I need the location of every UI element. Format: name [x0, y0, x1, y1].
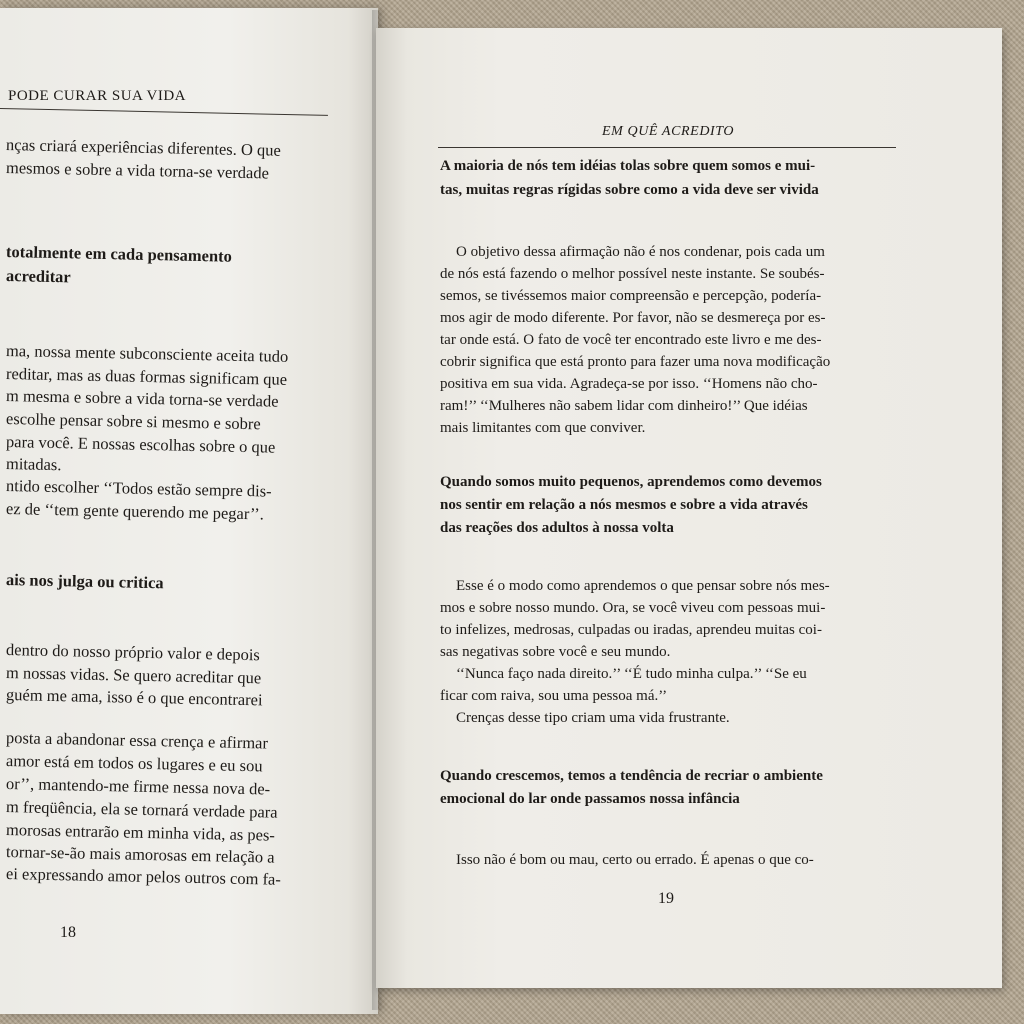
section-heading: ais nos julga ou critica	[5, 570, 164, 593]
right-page-number: 19	[658, 890, 674, 907]
text-line: m nossas vidas. Se quero acreditar que	[5, 663, 262, 688]
text-line: dentro do nosso próprio valor e depois	[5, 640, 261, 665]
text-line: sas negativas sobre você e seu mundo.	[440, 644, 671, 660]
section-heading: das reações dos adultos à nossa volta	[440, 520, 674, 536]
text-line: O objetivo dessa afirmação não é nos condenar, pois cada um	[456, 244, 825, 260]
text-line: nças criará experiências diferentes. O que	[5, 135, 282, 160]
section-heading: Quando crescemos, temos a tendência de recriar o ambiente	[440, 768, 823, 784]
section-heading: emocional do lar onde passamos nossa infância	[440, 791, 740, 807]
text-line: ntido escolher ‘‘Todos estão sempre dis-	[5, 476, 272, 501]
text-line: ei expressando amor pelos outros com fa-	[5, 864, 282, 889]
section-heading: nos sentir em relação a nós mesmos e sobre a vida através	[440, 497, 808, 513]
section-heading: A maioria de nós tem idéias tolas sobre quem somos e mui-	[440, 158, 816, 174]
text-line: ez de ‘‘tem gente querendo me pegar’’.	[5, 499, 265, 524]
left-header-rule	[0, 108, 328, 116]
text-line: morosas entrarão em minha vida, as pes-	[5, 820, 276, 845]
text-line: to infelizes, medrosas, culpadas ou iradas, aprendeu muitas coi-	[440, 622, 822, 638]
text-line: cobrir significa que está pronto para fazer uma nova modificação	[440, 354, 831, 370]
right-header-rule	[438, 147, 896, 148]
text-line: semos, se tivéssemos maior compreensão e percepção, podería-	[440, 288, 822, 304]
text-line: ram!’’ ‘‘Mulheres não sabem lidar com dinheiro!’’ Que idéias	[440, 398, 808, 414]
text-line: guém me ama, isso é o que encontrarei	[5, 685, 263, 710]
text-line: ‘‘Nunca faço nada direito.’’ ‘‘É tudo minha culpa.’’ ‘‘Se eu	[456, 666, 807, 682]
text-line: positiva em sua vida. Agradeça-se por isso. ‘‘Homens não cho-	[440, 376, 818, 392]
text-line: m freqüência, ela se tornará verdade para	[5, 797, 278, 822]
text-line: amor está em todos os lugares e eu sou	[5, 751, 263, 776]
section-heading: acreditar	[5, 266, 71, 287]
text-line: or’’, mantendo-me firme nessa nova de-	[5, 774, 271, 799]
text-line: escolhe pensar sobre si mesmo e sobre	[5, 409, 261, 434]
text-line: reditar, mas as duas formas significam que	[5, 364, 288, 389]
text-line: para você. E nossas escolhas sobre o que	[5, 432, 276, 457]
right-running-head: EM QUÊ ACREDITO	[602, 124, 735, 139]
text-line: mitadas.	[5, 454, 62, 475]
left-page-number: 18	[60, 924, 76, 941]
left-page	[0, 8, 378, 1014]
text-line: tar onde está. O fato de você ter encontrado este livro e me des-	[440, 332, 822, 348]
text-line: Isso não é bom ou mau, certo ou errado. É apenas o que co-	[456, 852, 814, 868]
left-running-head: PODE CURAR SUA VIDA	[8, 88, 187, 104]
section-heading: totalmente em cada pensamento	[5, 242, 233, 266]
text-line: de nós está fazendo o melhor possível neste instante. Se soubés-	[440, 266, 825, 282]
right-page	[376, 28, 1002, 988]
text-line: posta a abandonar essa crença e afirmar	[5, 728, 269, 753]
text-line: m mesma e sobre a vida torna-se verdade	[5, 386, 279, 411]
text-line: ficar com raiva, sou uma pessoa má.’’	[440, 688, 668, 704]
text-line: mos agir de modo diferente. Por favor, não se desmereça por es-	[440, 310, 826, 326]
text-line: mos e sobre nosso mundo. Ora, se você viveu com pessoas mui-	[440, 600, 826, 616]
section-heading: tas, muitas regras rígidas sobre como a vida deve ser vivida	[440, 182, 819, 198]
text-line: tornar-se-ão mais amorosas em relação a	[5, 842, 275, 867]
section-heading: Quando somos muito pequenos, aprendemos como devemos	[440, 474, 822, 490]
text-line: ma, nossa mente subconsciente aceita tudo	[5, 341, 289, 366]
text-line: mais limitantes com que conviver.	[440, 420, 646, 436]
text-line: Crenças desse tipo criam uma vida frustrante.	[456, 710, 730, 726]
text-line: Esse é o modo como aprendemos o que pensar sobre nós mes-	[456, 578, 830, 594]
text-line: mesmos e sobre a vida torna-se verdade	[5, 158, 270, 183]
